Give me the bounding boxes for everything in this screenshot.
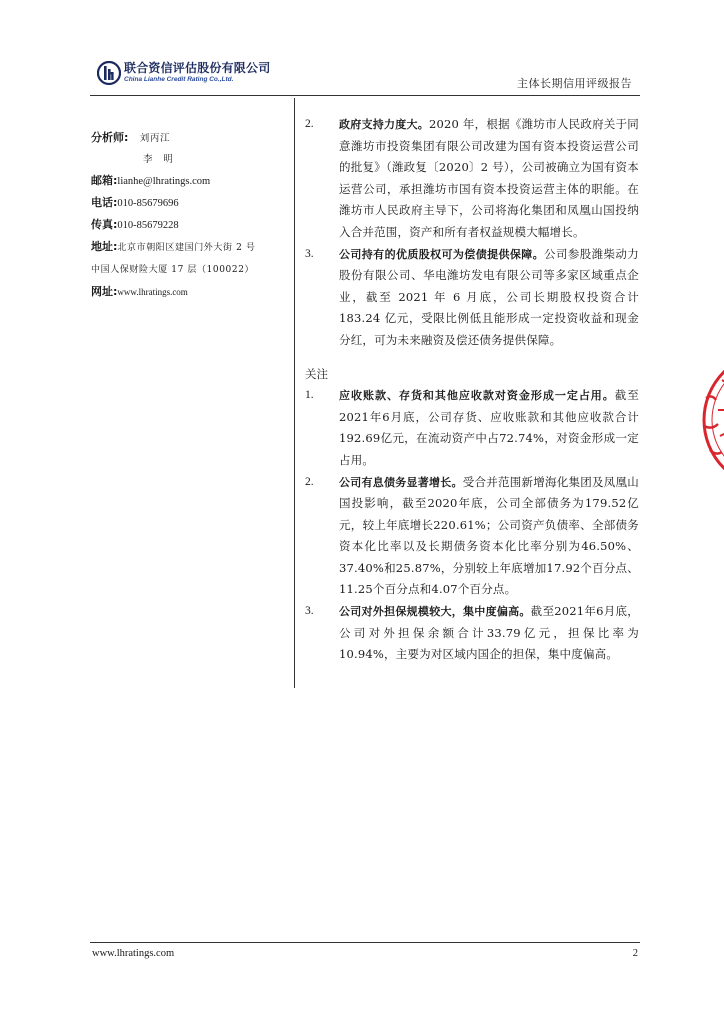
company-logo	[97, 61, 270, 85]
logo-en-text: China Lianhe Credit Rating Co.,Ltd.	[124, 76, 234, 83]
page-number: 2	[632, 948, 638, 959]
analyst-label: 分析师:	[91, 131, 129, 144]
item-number: 1.	[305, 389, 314, 402]
report-title: 主体长期信用评级报告	[517, 77, 632, 90]
address-row	[91, 236, 291, 259]
concern-item	[305, 472, 639, 602]
concerns-heading: 关注	[305, 366, 328, 381]
concern-item	[305, 601, 639, 666]
item-number: 2.	[305, 475, 314, 488]
fax-label: 传真:	[91, 218, 118, 231]
item-title: 公司对外担保规模较大，集中度偏高。	[339, 605, 531, 619]
address-line-2: 中国人保财险大厦 17 层（100022）	[91, 265, 255, 275]
header-rule	[90, 95, 640, 96]
email-value[interactable]: lianhe@lhratings.com	[117, 176, 211, 187]
address-label: 地址:	[91, 240, 118, 253]
item-text: 截至2021年6月底，公司存货、应收账款和其他应收款合计192.69亿元，在流动资产中占72.74%，对资金形成一定占用。	[339, 388, 639, 467]
fax-row	[91, 214, 291, 236]
seal-stamp-icon	[692, 340, 724, 500]
analyst-name-1: 刘丙江	[139, 133, 171, 144]
address-row-2	[91, 259, 291, 281]
item-body	[339, 601, 639, 666]
logo-cn-text: 联合资信评估股份有限公司	[124, 61, 271, 75]
contact-sidebar	[91, 127, 291, 303]
concern-item	[305, 385, 639, 471]
item-text: 截至2021年6月底，公司对外担保余额合计33.79亿元，担保比率为10.94%，主要为对区域内国企的担保，集中度偏高。	[339, 604, 639, 662]
website-label: 网址:	[91, 285, 118, 298]
footer-website[interactable]: www.lhratings.com	[92, 948, 175, 959]
item-body	[339, 244, 639, 352]
page-footer	[90, 942, 640, 959]
analyst-name-2: 李 明	[143, 154, 174, 165]
item-text: 受合并范围新增海化集团及凤凰山国投影响，截至2020年底，公司全部债务为179.52亿元，较上年底增长220.61%；公司资产负债率、全部债务资本化比率以及长期债务资本化比率分别为46.50%、37.40%和25.87%，分别较上年底增加17.92个百分点、11.25个百分点和4.07个百分点。	[339, 474, 640, 597]
analyst-row	[91, 127, 291, 149]
website-value[interactable]: www.lhratings.com	[117, 287, 188, 297]
page-header	[90, 58, 640, 98]
item-number: 2.	[305, 118, 314, 130]
lianhe-logo-icon	[97, 61, 121, 85]
email-label: 邮箱:	[91, 174, 118, 187]
item-title: 政府支持力度大。	[339, 118, 429, 131]
item-title: 公司有息债务显著增长。	[339, 475, 463, 489]
website-row	[91, 281, 291, 303]
address-line-1: 北京市朝阳区建国门外大街 2 号	[117, 243, 256, 253]
strength-item	[305, 114, 639, 244]
company-seal	[692, 340, 724, 500]
phone-label: 电话:	[91, 196, 118, 209]
item-title: 应收账款、存货和其他应收款对资金形成一定占用。	[339, 389, 615, 403]
main-content	[305, 114, 639, 666]
analyst-row-2	[91, 149, 291, 170]
item-number: 3.	[305, 247, 314, 260]
footer-rule	[90, 942, 640, 943]
item-text: 公司参股潍柴动力股份有限公司、华电潍坊发电有限公司等多家区域重点企业，截至 2021 年 6 月底，公司长期股权投资合计 183.24 亿元，受限比例低且能形成一定投资收益和现金分红，可为未来融资及偿还债务提供保障。	[339, 246, 639, 347]
item-number: 3.	[305, 605, 314, 618]
column-divider	[294, 98, 295, 688]
item-text: 2020 年，根据《潍坊市人民政府关于同意潍坊市投资集团有限公司改建为国有资本投资运营公司的批复》（潍政复〔2020〕2 号），公司被确立为国有资本运营公司，承担潍坊市国有资本投资运营主体的职能。在潍坊市人民政府主导下，公司将海化集团和凤凰山国投纳入合并范围，资产和所有者权益规模大幅增长。	[339, 117, 639, 239]
phone-row	[91, 192, 291, 214]
item-body	[339, 385, 639, 471]
strength-item	[305, 244, 639, 352]
fax-value: 010-85679228	[117, 220, 179, 231]
email-row	[91, 170, 291, 192]
item-title: 公司持有的优质股权可为偿债提供保障。	[339, 247, 545, 261]
item-body	[339, 114, 639, 244]
item-body	[339, 472, 639, 602]
phone-value: 010-85679696	[117, 198, 179, 209]
